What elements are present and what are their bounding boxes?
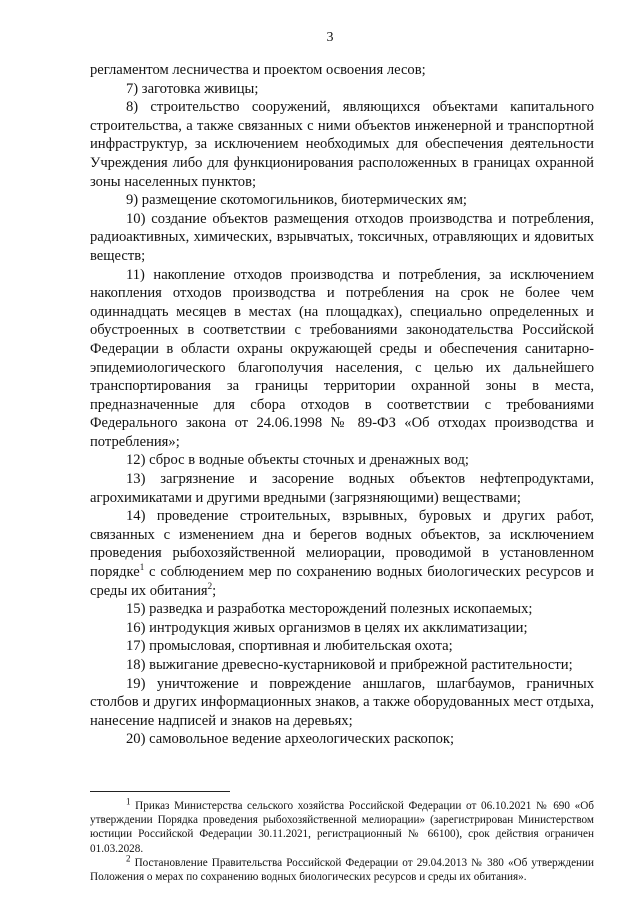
item-11: 11) накопление отходов производства и потребления, за исключением накопления отходов производства и потребления на срок не более чем одиннадцать месяцев в местах (на площадках), специально определенных и обустроенных в соответствии с требованиями законодательства Российской Федерации в области охраны окружающей среды и обеспечения санитарно-эпидемиологического благополучия населения, с целью их дальнейшего транспортирования за границы территории охранной зоны в места, предназначенные для сбора отходов в соответствии с требованиями Федерального закона от 24.06.1998 № 89-ФЗ «Об отходах производства и потребления»; [90, 266, 594, 450]
item-14 [90, 507, 594, 600]
item-10: 10) создание объектов размещения отходов производства и потребления, радиоактивных, химических, взрывчатых, токсичных, отравляющих и ядовитых веществ; [90, 210, 594, 264]
item-14-text-4: ; [212, 582, 217, 599]
page-number: 3 [326, 30, 334, 45]
item-17: 17) промысловая, спортивная и любительская охота; [126, 638, 453, 655]
item-18: 18) выжигание древесно-кустарниковой и прибрежной растительности; [126, 657, 573, 673]
item-14-text: 14) проведение строительных, взрывных, буровых и других работ, связанных с изменением дна и берегов водных объектов, за исключением проведения рыбохозяйственной мелиорации, проводимой в установленном [90, 508, 594, 562]
footnote-ref-2[interactable]: 2 [207, 580, 213, 591]
body-text [90, 61, 594, 749]
footnotes [90, 796, 594, 884]
footnote-2 [90, 853, 594, 884]
footnote-1 [90, 796, 594, 856]
footnote-ref-1[interactable]: 1 [139, 562, 145, 573]
footnote-2-text: Постановление Правительства Российской Федерации от 29.04.2013 № 380 «Об утверждении Положения о мерах по сохранению водных биологических ресурсов и среды их обитания». [90, 856, 594, 883]
footnote-1-text: Приказ Министерства сельского хозяйства Российской Федерации от 06.10.2021 № 690 «Об утверждении Порядка проведения рыбохозяйственной мелиорации» (зарегистрирован Министерством юстиции Российской Федерации 30.11.2021, регистрационный № 66100), срок действия ограничен 01.03.2028. [90, 799, 594, 855]
footnote-1-mark: 1 [126, 796, 131, 807]
item-12: 12) сброс в водные объекты сточных и дренажных вод; [126, 452, 469, 469]
item-19: 19) уничтожение и повреждение аншлагов, шлагбаумов, граничных столбов и других информационных знаков, а также оборудованных мест отдыха, нанесение надписей и знаков на деревьях; [90, 675, 594, 729]
item-7: 7) заготовка живицы; [126, 80, 259, 97]
item-14-text-3: с соблюдением мер по сохранению водных биологических ресурсов и среды их обитания [90, 564, 594, 599]
footnote-2-mark: 2 [126, 853, 131, 864]
item-14-text-2: порядке [90, 564, 140, 581]
item-20: 20) самовольное ведение археологических раскопок; [126, 731, 455, 748]
footnote-divider [90, 791, 230, 792]
item-15: 15) разведка и разработка месторождений полезных ископаемых; [126, 601, 533, 618]
item-8: 8) строительство сооружений, являющихся объектами капитального строительства, а также связанных с ними объектов инженерной и транспортной инфраструктур, за исключением необходимых для обеспечения деятельности Учреждения либо для функционирования расположенных в границах охранной зоны населенных пунктов; [90, 99, 594, 190]
item-16: 16) интродукция живых организмов в целях их акклиматизации; [126, 619, 528, 636]
paragraph-continuation: регламентом лесничества и проектом освоения лесов; [90, 62, 426, 78]
item-9: 9) размещение скотомогильников, биотермических ям; [126, 192, 467, 209]
item-13: 13) загрязнение и засорение водных объектов нефтепродуктами, агрохимикатами и другими вредными (загрязняющими) веществами; [90, 471, 594, 506]
